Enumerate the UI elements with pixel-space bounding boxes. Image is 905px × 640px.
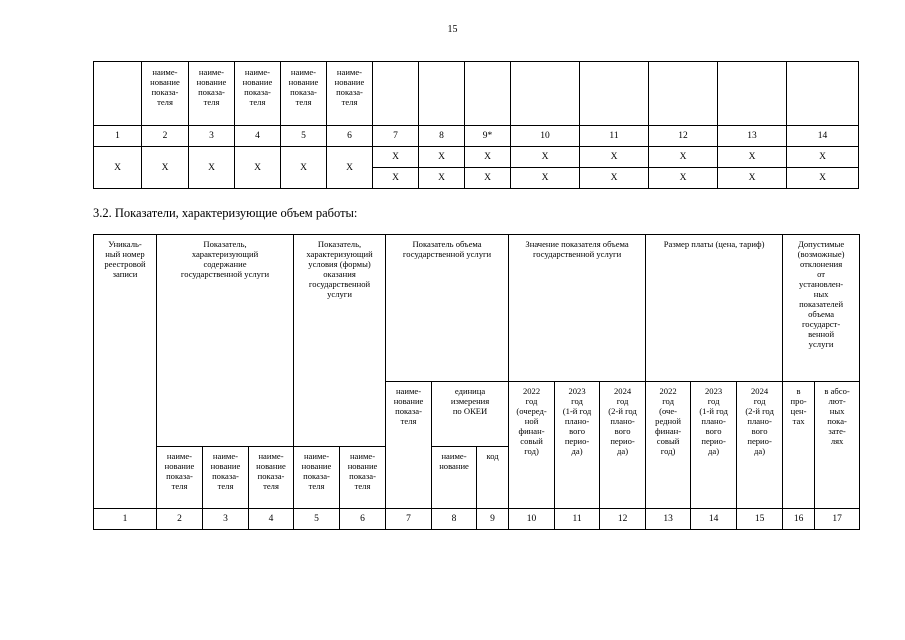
column-number: 13: [718, 126, 787, 147]
header-cell-indicator-name: наиме- нование показа- теля: [189, 62, 235, 126]
column-number: 1: [94, 126, 142, 147]
table-row: [94, 147, 859, 168]
column-number: 4: [235, 126, 281, 147]
header-volume-value: Значение показателя объема государственной услуги: [509, 235, 646, 382]
header-sub-indicator-name: наиме- нование показа- теля: [340, 447, 386, 509]
column-number: 11: [555, 509, 600, 530]
x-cell: X: [189, 147, 235, 189]
page-number: 15: [447, 24, 458, 35]
x-cell: X: [718, 147, 787, 168]
header-cell-empty: [718, 62, 787, 126]
column-number: 16: [783, 509, 815, 530]
x-cell: X: [649, 168, 718, 189]
table-header-row: [94, 62, 859, 126]
x-cell: X: [511, 168, 580, 189]
column-number: 14: [691, 509, 737, 530]
column-number: 6: [327, 126, 373, 147]
x-cell: X: [787, 147, 859, 168]
header-indicator-name: наиме- нование показа- теля: [386, 382, 432, 509]
column-number: 2: [157, 509, 203, 530]
column-number: 7: [386, 509, 432, 530]
column-number: 10: [511, 126, 580, 147]
x-cell: X: [580, 147, 649, 168]
x-cell: X: [373, 168, 419, 189]
column-number: 12: [600, 509, 646, 530]
header-sub-indicator-name: наиме- нование показа- теля: [203, 447, 249, 509]
x-cell: X: [787, 168, 859, 189]
column-number: 1: [94, 509, 157, 530]
column-number: 8: [432, 509, 477, 530]
x-cell: X: [419, 147, 465, 168]
header-fee-2022: 2022 год (оче- редной финан- совый год): [646, 382, 691, 509]
column-number: 14: [787, 126, 859, 147]
column-number: 15: [737, 509, 783, 530]
work-volume-table: [93, 234, 860, 530]
x-cell: X: [327, 147, 373, 189]
indicators-table-continued: [93, 61, 859, 189]
header-cell-empty: [419, 62, 465, 126]
header-sub-indicator-name: наиме- нование показа- теля: [294, 447, 340, 509]
column-number: 11: [580, 126, 649, 147]
column-number-row: [94, 126, 859, 147]
x-cell: X: [649, 147, 718, 168]
header-year-2022: 2022 год (очеред- ной финан- совый год): [509, 382, 555, 509]
column-number: 4: [249, 509, 294, 530]
section-title: 3.2. Показатели, характеризующие объем работы:: [93, 206, 358, 220]
header-cell-empty: [94, 62, 142, 126]
x-cell: X: [465, 168, 511, 189]
column-number: 12: [649, 126, 718, 147]
column-number: 2: [142, 126, 189, 147]
header-cell-indicator-name: наиме- нование показа- теля: [235, 62, 281, 126]
x-cell: X: [142, 147, 189, 189]
header-cell-indicator-name: наиме- нование показа- теля: [142, 62, 189, 126]
column-number: 17: [815, 509, 860, 530]
header-content-indicator: Показатель, характеризующий содержание государственной услуги: [157, 235, 294, 447]
column-number: 5: [294, 509, 340, 530]
x-cell: X: [281, 147, 327, 189]
column-number: 9: [477, 509, 509, 530]
x-cell: X: [718, 168, 787, 189]
header-fee: Размер платы (цена, тариф): [646, 235, 783, 382]
x-cell: X: [511, 147, 580, 168]
header-cell-empty: [787, 62, 859, 126]
column-number: 13: [646, 509, 691, 530]
x-cell: X: [373, 147, 419, 168]
x-cell: X: [580, 168, 649, 189]
header-volume-indicator: Показатель объема государственной услуги: [386, 235, 509, 382]
column-number: 8: [419, 126, 465, 147]
header-unit-name: наиме- нование: [432, 447, 477, 509]
column-number: 7: [373, 126, 419, 147]
header-cell-empty: [580, 62, 649, 126]
header-percent: в про- цен- тах: [783, 382, 815, 509]
header-cell-indicator-name: наиме- нование показа- теля: [281, 62, 327, 126]
column-number-row: [94, 509, 860, 530]
header-sub-indicator-name: наиме- нование показа- теля: [249, 447, 294, 509]
x-cell: X: [94, 147, 142, 189]
column-number: 9*: [465, 126, 511, 147]
column-number: 5: [281, 126, 327, 147]
header-year-2024: 2024 год (2-й год плано- вого перио- да): [600, 382, 646, 509]
header-year-2023: 2023 год (1-й год плано- вого перио- да): [555, 382, 600, 509]
header-cell-empty: [465, 62, 511, 126]
header-cell-empty: [373, 62, 419, 126]
column-number: 10: [509, 509, 555, 530]
x-cell: X: [419, 168, 465, 189]
column-number: 6: [340, 509, 386, 530]
header-unit-code: код: [477, 447, 509, 509]
header-cell-indicator-name: наиме- нование показа- теля: [327, 62, 373, 126]
column-number: 3: [189, 126, 235, 147]
header-okei-unit: единица измерения по ОКЕИ: [432, 382, 509, 447]
x-cell: X: [465, 147, 511, 168]
header-sub-indicator-name: наиме- нование показа- теля: [157, 447, 203, 509]
header-allowed-deviation: Допустимые (возможные) отклонения от установлен- ных показателей объема государст- венной услуги: [783, 235, 860, 382]
x-cell: X: [235, 147, 281, 189]
column-number: 3: [203, 509, 249, 530]
header-cell-empty: [649, 62, 718, 126]
header-absolute: в абсо- лют- ных пока- зате- лях: [815, 382, 860, 509]
header-conditions-indicator: Показатель, характеризующий условия (формы) оказания государственной услуги: [294, 235, 386, 447]
header-unique-number: Уникаль- ный номер реестровой записи: [94, 235, 157, 509]
table-header-row: [94, 235, 860, 382]
header-fee-2023: 2023 год (1-й год плано- вого перио- да): [691, 382, 737, 509]
header-cell-empty: [511, 62, 580, 126]
header-fee-2024: 2024 год (2-й год плано- вого перио- да): [737, 382, 783, 509]
